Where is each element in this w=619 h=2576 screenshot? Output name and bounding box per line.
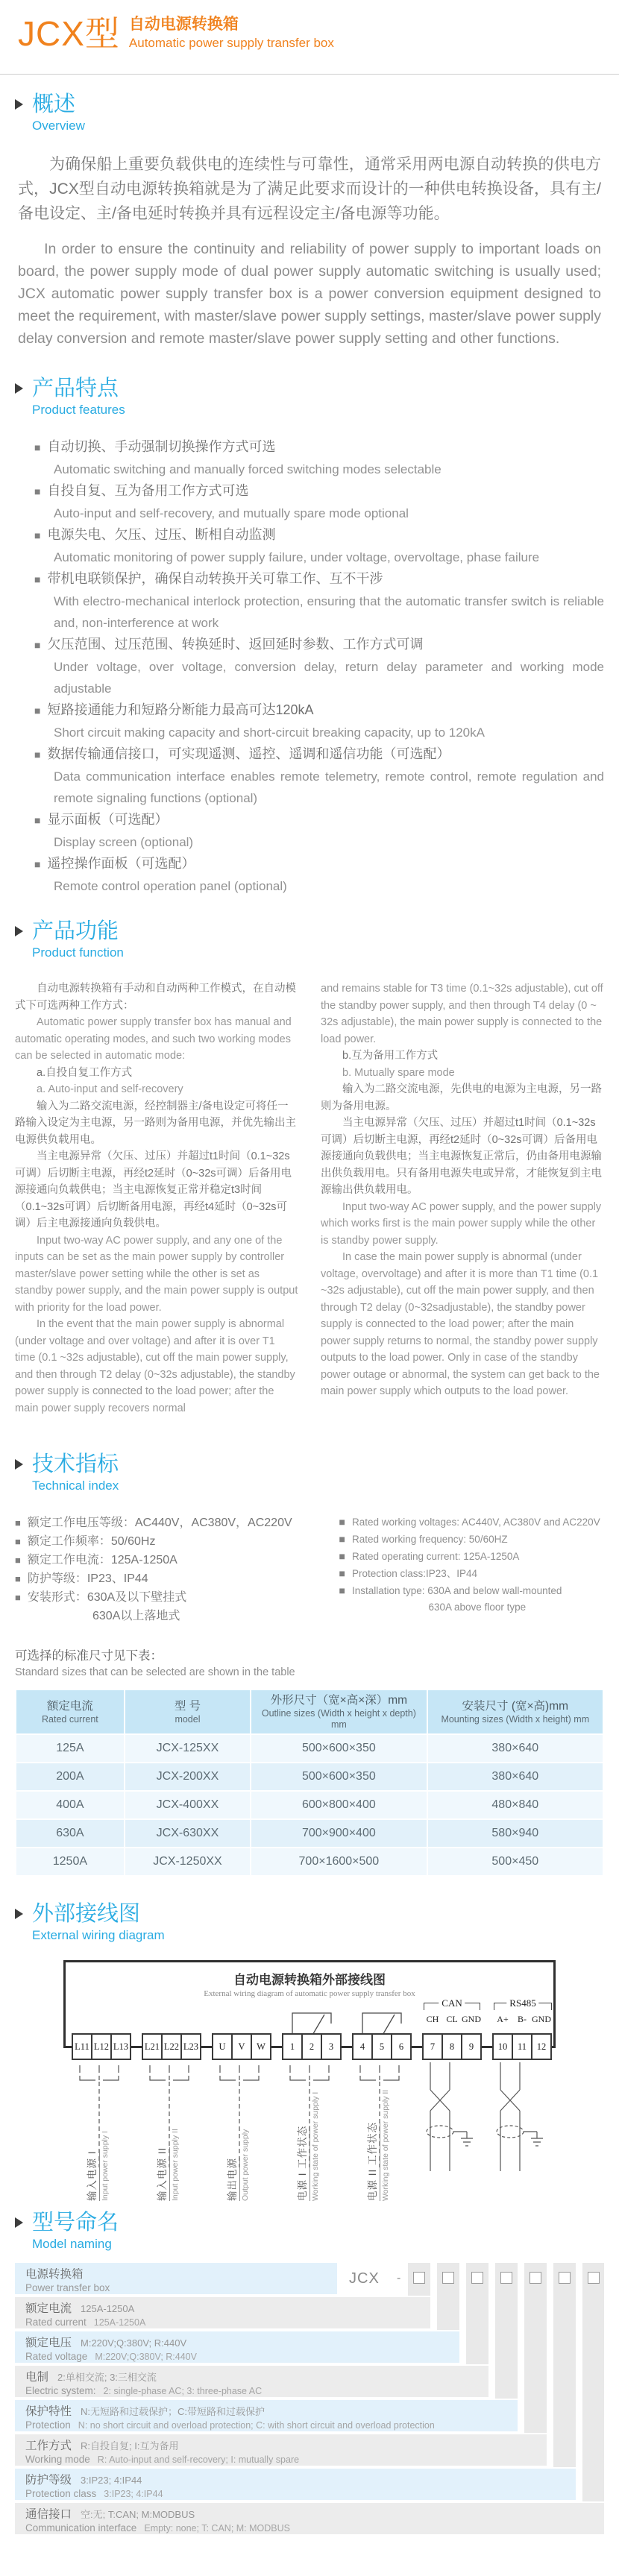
feature-item-en: Automatic switching and manually forced switching modes selectable [54, 462, 442, 476]
table-row [16, 1819, 603, 1848]
wire-group-label [226, 2083, 251, 2201]
section-technical [15, 1452, 604, 1625]
code-box [413, 2272, 425, 2284]
wire-label-en: Input power supply I [101, 2131, 110, 2201]
product-title-zh: 自动电源转换箱 [128, 16, 239, 33]
section-features [15, 377, 604, 897]
code-column-strip [524, 2263, 547, 2433]
code-box [442, 2272, 454, 2284]
product-title-en: Automatic power supply transfer box [128, 36, 334, 50]
naming-heading-zh: 型号命名 [32, 2211, 119, 2235]
product-model-title: JCX型 [18, 14, 120, 53]
wire-group-label [156, 2083, 180, 2201]
table-row [16, 1848, 603, 1876]
technical-heading [15, 1452, 604, 1494]
overview-heading-en: Overview [32, 119, 85, 133]
square-bullet-icon: ■ [34, 529, 41, 541]
code-box [471, 2272, 483, 2284]
terminal: L21 [142, 2033, 163, 2060]
cell-outline-size: 600×800×400 [251, 1791, 427, 1819]
function-left-column [15, 980, 298, 1417]
function-paragraph: b.互为备用工作方式 [342, 1050, 439, 1062]
cell-model: JCX-200XX [125, 1763, 251, 1791]
wire-label-zh: 电源 II 工作状态 [367, 2122, 380, 2201]
cell-rated-current: 400A [16, 1791, 125, 1819]
technical-heading-en: Technical index [32, 1478, 119, 1493]
cell-model: JCX-400XX [125, 1791, 251, 1819]
section-arrow-icon [15, 2217, 23, 2228]
page-header [0, 0, 619, 75]
feature-item-zh: ■ 电源失电、欠压、过压、断相自动监测 [34, 527, 276, 542]
features-heading-en: Product features [32, 403, 125, 417]
table-row [16, 1763, 603, 1791]
feature-item-zh: ■ 自投自复、互为备用工作方式可选 [34, 483, 249, 498]
feature-item-zh: ■ 数据传输通信接口，可实现遥测、遥控、遥调和遥信功能（可选配） [34, 746, 450, 761]
column-header: 外形尺寸（宽×高×深）mm Outline sizes (Width x height x depth) mm [251, 1689, 427, 1734]
wiring-lower-area [63, 2048, 556, 2203]
terminal: 4 [352, 2033, 373, 2060]
terminal: 1 [282, 2033, 303, 2060]
function-right-column [321, 980, 604, 1417]
square-bullet-icon: ■ [339, 1567, 345, 1579]
features-heading-zh: 产品特点 [32, 377, 119, 400]
function-paragraph: Automatic power supply transfer box has manual and automatic operating modes, and such two working modes can be selected in automatic mode: [15, 1016, 292, 1062]
section-arrow-icon [15, 383, 23, 394]
technical-heading-zh: 技术指标 [32, 1452, 119, 1476]
code-box [559, 2272, 571, 2284]
square-bullet-icon: ■ [15, 1573, 21, 1584]
naming-row: 电源转换箱 Power transfer box [15, 2263, 337, 2294]
feature-item-zh: ■ 短路接通能力和短路分断能力最高可达120kA [34, 702, 314, 717]
feature-item-en: Auto-input and self-recovery, and mutually spare mode optional [54, 506, 409, 520]
cell-outline-size: 700×900×400 [251, 1819, 427, 1848]
technical-item: ■ 额定工作电流：125A-1250A [15, 1554, 177, 1566]
technical-en-column [339, 1514, 605, 1625]
size-table [15, 1689, 604, 1877]
wire-label-en: Working state of power supply I [311, 2091, 320, 2201]
wire-label-zh: 输入电源 I [87, 2150, 100, 2201]
technical-item: ■ 额定工作频率：50/60Hz [15, 1535, 156, 1548]
naming-row: 保护特性 N:无短路和过载保护；C:带短路和过载保护 Protection N: no short circuit and overload protection; C: with short circuit and overload protection [15, 2400, 518, 2431]
rs485-bracket: RS485 [494, 2003, 552, 2010]
wiring-box-title-zh: 自动电源转换箱外部接线图 [233, 1973, 386, 1987]
technical-item: ■ 防护等级：IP23、IP44 [15, 1572, 148, 1585]
cell-mounting-size: 380×640 [427, 1734, 603, 1763]
technical-item: ■ Installation type: 630A and below wall-mounted [339, 1584, 562, 1596]
square-bullet-icon: ■ [34, 441, 41, 453]
feature-item-en: Short circuit making capacity and short-circuit breaking capacity, up to 120kA [54, 725, 485, 740]
square-bullet-icon: ■ [34, 639, 41, 651]
model-code-prefix: JCX [349, 2270, 380, 2287]
square-bullet-icon: ■ [15, 1517, 21, 1528]
function-paragraph: Input two-way AC power supply, and any one of the inputs can be set as the main power supply by controller master/slave power setting while the other is set as standby power supply, and the main power supply is output with priority for the load power. [15, 1234, 298, 1314]
cell-rated-current: 1250A [16, 1848, 125, 1876]
section-arrow-icon [15, 1459, 23, 1470]
wiring-diagram-box [63, 1960, 556, 2052]
square-bullet-icon: ■ [34, 485, 41, 497]
square-bullet-icon: ■ [34, 573, 41, 585]
function-paragraph: Input two-way AC power supply, and the power supply which works first is the main power supply while the other is standby power supply. [321, 1200, 602, 1247]
features-heading [15, 377, 604, 418]
terminal: 7 [422, 2033, 443, 2060]
function-heading-en: Product function [32, 945, 124, 960]
square-bullet-icon: ■ [34, 749, 41, 760]
cell-outline-size: 500×600×350 [251, 1763, 427, 1791]
wiring-heading-zh: 外部接线图 [32, 1902, 141, 1926]
features-list [34, 436, 604, 897]
cell-mounting-size: 500×450 [427, 1848, 603, 1876]
cell-model: JCX-1250XX [125, 1848, 251, 1876]
wire-label-en: Output power supply [241, 2129, 250, 2201]
overview-paragraph-en: In order to ensure the continuity and reliability of power supply to important loads on board, the power supply mode of dual power supply automatic switching is usually used; JCX automatic power supply transfer box is a power conversion equipment designed to meet the requirement, with master/slave power supply settings, master/slave power supply delay conversion and remote master/slave power supply setting and other functions. [18, 241, 601, 347]
column-header: 安装尺寸 (宽×高)mm Mounting sizes (Width x height) mm [427, 1689, 603, 1734]
cell-mounting-size: 480×840 [427, 1791, 603, 1819]
square-bullet-icon: ■ [34, 705, 41, 717]
size-table-intro-en: Standard sizes that can be selected are shown in the table [15, 1666, 295, 1678]
wire-label-en: Working state of power supply II [381, 2089, 390, 2201]
square-bullet-icon: ■ [15, 1592, 21, 1603]
function-heading [15, 919, 604, 961]
signal-label: CL [446, 2014, 458, 2024]
terminal: U [212, 2033, 233, 2060]
technical-item: ■ Rated working voltages: AC440V, AC380V and AC220V [339, 1516, 600, 1528]
function-paragraph: 输入为二路交流电源，经控制器主/备电设定可将任一路输入设定为主电源，另一路则为备用电源，并优先输出主电源供负载用电。 [15, 1100, 296, 1146]
feature-item-en: Data communication interface enables remote telemetry, remote control, remote regulation and remote signaling functions (optional) [54, 769, 604, 805]
cell-rated-current: 200A [16, 1763, 125, 1791]
code-column-strip [553, 2263, 576, 2467]
terminal: L11 [72, 2033, 92, 2060]
terminal: L13 [110, 2033, 131, 2060]
terminal: 6 [391, 2033, 412, 2060]
signal-label: B- [518, 2014, 527, 2024]
cell-model: JCX-125XX [125, 1734, 251, 1763]
terminal: L22 [161, 2033, 182, 2060]
terminal: 5 [371, 2033, 392, 2060]
terminal: L12 [91, 2033, 112, 2060]
technical-item-line2: 630A以上落地式 [92, 1610, 180, 1622]
cell-mounting-size: 580×940 [427, 1819, 603, 1848]
cell-mounting-size: 380×640 [427, 1763, 603, 1791]
function-paragraph: a.自投自复工作方式 [37, 1066, 133, 1079]
feature-item-en: Remote control operation panel (optional) [54, 879, 287, 893]
feature-item-zh: ■ 欠压范围、过压范围、转换延时、返回延时参数、工作方式可调 [34, 637, 424, 652]
wire-label-en: Input power supply II [171, 2129, 180, 2201]
function-paragraph: a. Auto-input and self-recovery [37, 1083, 183, 1095]
feature-item-zh: ■ 显示面板（可选配） [34, 812, 169, 827]
function-paragraph: and remains stable for T3 time (0.1~32s adjustable), cut off the standby power supply, and then through T4 delay (0 ~ 32s adjustable), the main power supply is connected to the load power. [321, 983, 603, 1045]
feature-item-en: Automatic monitoring of power supply failure, under voltage, overvoltage, phase failure [54, 550, 540, 564]
wire-label-zh: 输出电源 [227, 2158, 240, 2201]
code-box [500, 2272, 512, 2284]
wire-label-zh: 电源 I 工作状态 [297, 2126, 310, 2201]
cell-outline-size: 500×600×350 [251, 1734, 427, 1763]
signal-label: GND [462, 2014, 481, 2024]
square-bullet-icon: ■ [15, 1536, 21, 1547]
technical-item: ■ Rated operating current: 125A-1250A [339, 1550, 520, 1562]
naming-row: 工作方式 R:自投自复; I:互为备用 Working mode R: Auto-input and self-recovery; I: mutually spare [15, 2434, 547, 2466]
table-row [16, 1734, 603, 1763]
naming-heading [15, 2211, 604, 2252]
square-bullet-icon: ■ [339, 1584, 345, 1596]
wiring-box-title-en: External wiring diagram of automatic power supply transfer box [204, 1989, 415, 1998]
overview-heading-zh: 概述 [32, 92, 76, 116]
naming-row: 电制 2:单相交流; 3:三相交流 Electric system: 2: single-phase AC; 3: three-phase AC [15, 2366, 488, 2397]
cell-rated-current: 125A [16, 1734, 125, 1763]
technical-item: ■ 额定工作电压等级：AC440V，AC380V，AC220V [15, 1517, 292, 1529]
wire-label-zh: 输入电源 II [157, 2147, 170, 2201]
feature-item-en: Display screen (optional) [54, 835, 194, 849]
naming-row: 通信接口 空:无; T:CAN; M:MODBUS Communication interface Empty: none; T: CAN; M: MODBUS [15, 2503, 604, 2534]
terminal: 2 [301, 2033, 322, 2060]
terminal: 12 [531, 2033, 552, 2060]
model-naming-diagram [15, 2263, 604, 2576]
technical-columns [15, 1514, 604, 1625]
section-naming [15, 2211, 604, 2252]
column-header: 额定电流 Rated current [16, 1689, 125, 1734]
terminal: 8 [442, 2033, 462, 2060]
section-arrow-icon [15, 99, 23, 110]
function-paragraph: 当主电源异常（欠压、过压）并超过t1时间（0.1~32s可调）后切断主电源，再经t2延时（0~32s可调）后备用电源接通向负载供电；当主电源恢复正常后，仍由备用电源输出供负载用电。只有备用电源失电或异常，才能恢复到主电源输出供负载用电。 [321, 1117, 602, 1196]
signal-label: GND [532, 2014, 551, 2024]
overview-paragraph-zh: 为确保船上重要负载供电的连续性与可靠性，通常采用两电源自动转换的供电方式，JCX型自动电源转换箱就是为了满足此要求而设计的一种供电转换设备，具有主/备电设定、主/备电延时转换并具有远程设定主/备电源等功能。 [18, 156, 601, 222]
function-columns [15, 980, 604, 1417]
function-paragraph: In case the main power supply is abnormal (under voltage, overvoltage) and after it is more than T1 time (0.1 ~32s adjustable), cut off the main power supply, and then through T2 delay (0~32sadjustable), the standby power supply is connected to the load power; after the main power supply returns to normal, the standby power supply outputs to the load power. Only in case of the standby power outage or abnormal, the system can get back to the main power supply which outputs to the load power. [321, 1251, 600, 1397]
function-paragraph: b. Mutually spare mode [342, 1066, 455, 1079]
wire-group-label [296, 2083, 321, 2201]
technical-item: ■ Protection class:IP23、IP44 [339, 1567, 478, 1579]
technical-item-line2: 630A above floor type [428, 1602, 527, 1613]
section-arrow-icon [15, 1909, 23, 1919]
wire-group-label [366, 2083, 391, 2201]
code-column-strip [582, 2263, 604, 2501]
function-paragraph: 当主电源异常（欠压、过压）并超过t1时间（0.1~32s可调）后切断主电源，再经t2延时（0~32s可调）后备用电源接通向负载供电；当主电源恢复正常并稳定t3时间（0.1~32s可调）后切断备用电源，再经t4延时（0~32s可调）后主电源接通向负载供电。 [15, 1150, 292, 1229]
section-overview [15, 92, 604, 350]
terminal: 11 [512, 2033, 532, 2060]
technical-zh-column [15, 1514, 339, 1625]
naming-row: 额定电流 125A-1250A Rated current 125A-1250A [15, 2297, 430, 2328]
wiring-heading [15, 1902, 604, 1944]
signal-label: A+ [497, 2014, 509, 2024]
feature-item-en: Under voltage, over voltage, conversion delay, return delay parameter and working mode adjustable [54, 660, 604, 696]
function-heading-zh: 产品功能 [32, 919, 119, 943]
column-header: 型 号 model [125, 1689, 251, 1734]
feature-item-zh: ■ 自动切换、手动强制切换操作方式可选 [34, 439, 276, 454]
feature-item-zh: ■ 带机电联锁保护，确保自动转换开关可靠工作、互不干涉 [34, 571, 383, 586]
naming-row: 防护等级 3:IP23; 4:IP44 Protection class 3:IP23; 4:IP44 [15, 2469, 576, 2500]
feature-item-en: With electro-mechanical interlock protection, ensuring that the automatic transfer switch is reliable and, non-interference at work [54, 594, 604, 630]
cell-model: JCX-630XX [125, 1819, 251, 1848]
terminal: 10 [492, 2033, 513, 2060]
section-wiring [15, 1902, 604, 1944]
size-table-header-row [16, 1689, 603, 1734]
section-function [15, 919, 604, 1417]
code-box [588, 2272, 600, 2284]
cell-outline-size: 700×1600×500 [251, 1848, 427, 1876]
square-bullet-icon: ■ [339, 1550, 345, 1562]
square-bullet-icon: ■ [339, 1533, 345, 1545]
model-code-dash: - [397, 2272, 401, 2284]
square-bullet-icon: ■ [15, 1555, 21, 1566]
feature-item-zh: ■ 遥控操作面板（可选配） [34, 856, 195, 871]
can-bracket: CAN [424, 2003, 480, 2010]
function-paragraph: 自动电源转换箱有手动和自动两种工作模式，在自动模式下可选两种工作方式： [15, 983, 296, 1012]
square-bullet-icon: ■ [339, 1516, 345, 1528]
technical-item: ■ 安装形式：630A及以下壁挂式 [15, 1591, 187, 1604]
section-arrow-icon [15, 926, 23, 936]
terminal: 9 [461, 2033, 482, 2060]
technical-item: ■ Rated working frequency: 50/60HZ [339, 1533, 508, 1545]
function-paragraph: In the event that the main power supply is abnormal (under voltage and over voltage) and after it is over T1 time (0.1 ~32s adjustable), cut off the main power supply, and then through T2 delay (0~32s adjustable), the standby power supply is connected to the load power; after the main power supply recovers normal [15, 1318, 295, 1414]
size-table-intro-zh: 可选择的标准尺寸见下表： [15, 1649, 163, 1663]
function-paragraph: 输入为二路交流电源，先供电的电源为主电源，另一路则为备用电源。 [321, 1083, 602, 1112]
cell-rated-current: 630A [16, 1819, 125, 1848]
wire-group-label [86, 2083, 110, 2201]
terminal: V [231, 2033, 252, 2060]
code-box [530, 2272, 541, 2284]
terminal: L23 [180, 2033, 201, 2060]
terminal: W [251, 2033, 271, 2060]
wiring-heading-en: External wiring diagram [32, 1928, 165, 1942]
square-bullet-icon: ■ [34, 858, 41, 870]
signal-label: CH [426, 2014, 439, 2024]
overview-heading [15, 92, 604, 134]
table-row [16, 1791, 603, 1819]
naming-row: 额定电压 M:220V;Q:380V; R:440V Rated voltage M:220V;Q:380V; R:440V [15, 2331, 459, 2363]
square-bullet-icon: ■ [34, 814, 41, 826]
naming-heading-en: Model naming [32, 2237, 112, 2251]
terminal: 3 [321, 2033, 342, 2060]
